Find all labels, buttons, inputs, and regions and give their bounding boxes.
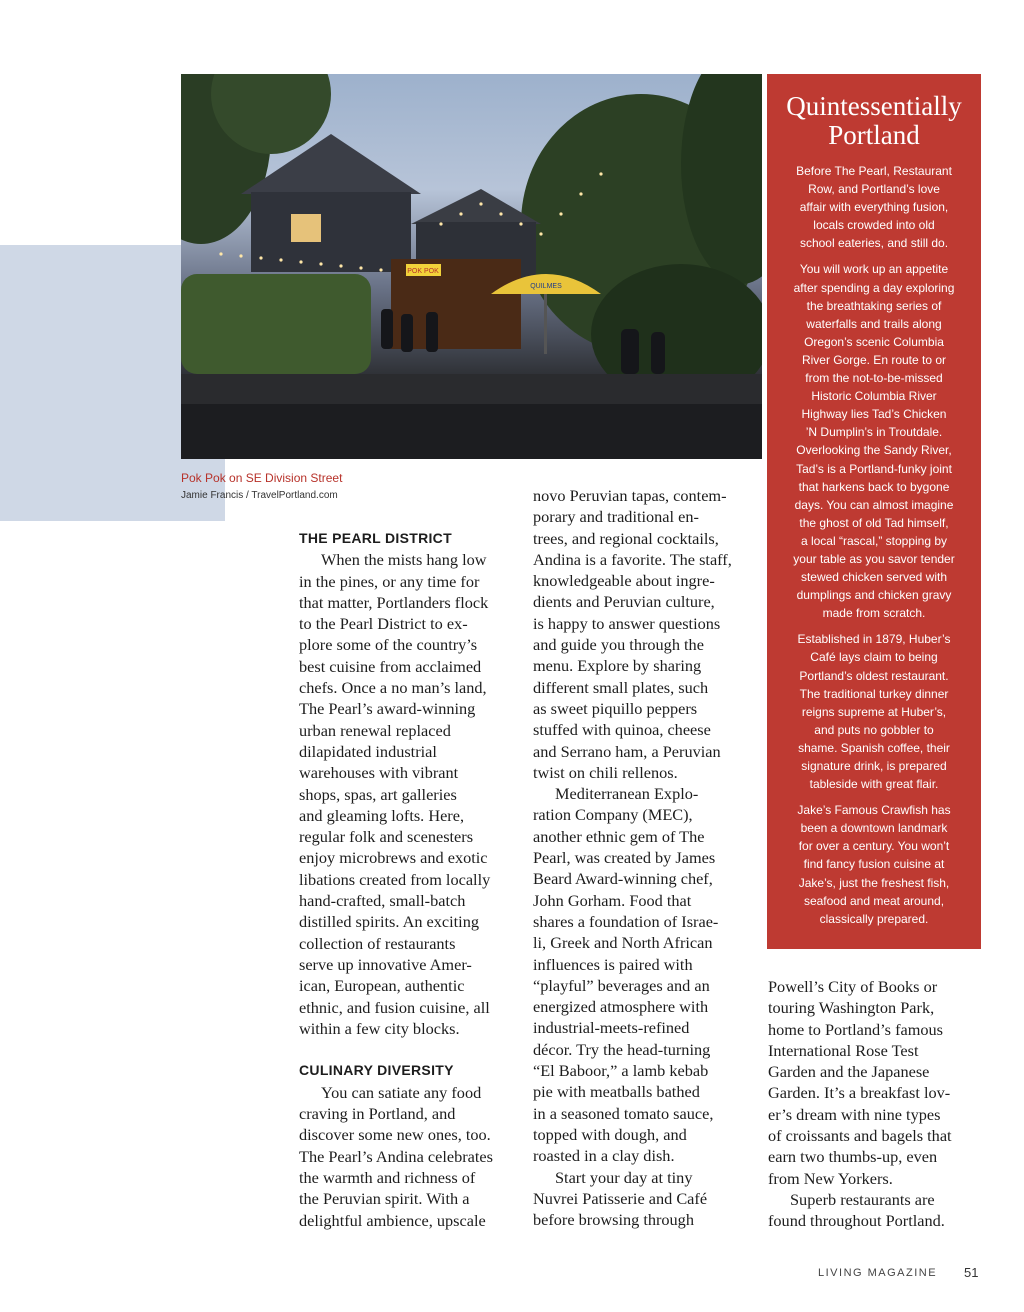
sidebar-text-line: Portland’s oldest restaurant. (799, 668, 949, 683)
article-text-line: dilapidated industrial (299, 741, 437, 761)
sidebar-text-line: made from scratch. (822, 606, 926, 621)
article-text-line: in the pines, or any time for (299, 571, 480, 591)
article-text-line: Pearl, was created by James (533, 848, 716, 868)
sidebar-text-line: reigns supreme at Huber’s, (801, 704, 947, 719)
article-text-line: plore some of the country’s (299, 635, 478, 655)
article-text-line: li, Greek and North African (533, 933, 713, 953)
sidebar-text-line: after spending a day exploring (793, 280, 955, 295)
sidebar-text-line: ’N Dumplin’s in Troutdale. (805, 425, 943, 440)
sidebar-text-line: Historic Columbia River (811, 389, 937, 404)
sidebar-text-line: classically prepared. (819, 911, 929, 926)
sidebar-text-line: Row, and Portland’s love (808, 182, 940, 197)
article-text-line: influences is paired with (533, 954, 693, 974)
sidebar-paragraph (767, 260, 981, 622)
sidebar-text-line: Oregon’s scenic Columbia (804, 334, 944, 349)
article-text-line: menu. Explore by sharing (533, 656, 702, 676)
sidebar-text-line: Highway lies Tad’s Chicken (801, 407, 947, 422)
sidebar-text-line: days. You can almost imagine (794, 497, 954, 512)
article-column-1 (299, 528, 519, 1231)
article-text-line: ethnic, and fusion cuisine, all (299, 997, 490, 1017)
article-text-line: and gleaming lofts. Here, (299, 805, 465, 825)
article-text-line: International Rose Test (768, 1040, 919, 1060)
house-window (291, 214, 321, 242)
sidebar-title-line-1: Quintessentially (786, 91, 962, 121)
article-text-line: and guide you through the (533, 635, 704, 655)
sidebar-text-line: a local “rascal,” stopping by (800, 533, 948, 548)
sidebar-text-line: the breathtaking series of (806, 298, 942, 313)
article-text-line: craving in Portland, and (299, 1104, 456, 1124)
restaurant-photo (181, 74, 762, 459)
article-text-line: different small plates, such (533, 677, 709, 697)
article-text-line: Garden. It’s a breakfast lov- (768, 1083, 951, 1103)
sidebar-text-line: Overlooking the Sandy River, (796, 443, 952, 458)
article-text-line: John Gorham. Food that (533, 890, 692, 910)
article-text-line: You can satiate any food (321, 1082, 482, 1102)
article-text-line: found throughout Portland. (768, 1211, 945, 1231)
sidebar-text-line: You will work up an appetite (799, 262, 949, 277)
article-text-line: er’s dream with nine types (768, 1104, 941, 1124)
article-text-line: before browsing through (533, 1210, 694, 1230)
article-text-line: chefs. Once a no man’s land, (299, 678, 487, 698)
article-text-line: Andina is a favorite. The staff, (533, 549, 732, 569)
sidebar-paragraph (767, 630, 981, 793)
article-text-line: The Pearl’s award-winning (299, 699, 476, 719)
article-text-line: porary and traditional en- (533, 507, 699, 527)
article-text-line: When the mists hang low (321, 550, 487, 570)
article-text-line: energized atmosphere with (533, 997, 709, 1017)
article-text-line: knowledgeable about ingre- (533, 571, 715, 591)
article-text-line: of croissants and bagels that (768, 1126, 952, 1146)
article-text-line: stuffed with quinoa, cheese (533, 720, 711, 740)
sidebar-text-line: that harkens back to bygone (798, 479, 950, 494)
sidebar-text-line: River Gorge. En route to or (801, 352, 947, 367)
umbrella-text: QUILMES (530, 283, 562, 290)
article-text-line: shares a foundation of Israe- (533, 911, 719, 931)
photo-caption: Pok Pok on SE Division Street (181, 471, 343, 485)
article-text-line: in a seasoned tomato sauce, (533, 1103, 714, 1123)
sidebar-box (767, 74, 981, 949)
article-text-line: warehouses with vibrant (299, 763, 459, 783)
article-text-line: The Pearl’s Andina celebrates (299, 1146, 493, 1166)
photo-illustration (181, 74, 762, 459)
sidebar-text-line: and puts no gobbler to (814, 722, 934, 737)
article-text-line: roasted in a clay dish. (533, 1146, 675, 1166)
article-text-line: ican, European, authentic (299, 976, 465, 996)
sidebar-text-line: the ghost of old Tad himself, (799, 515, 949, 530)
sidebar-body (767, 162, 981, 928)
sidebar-text-line: The traditional turkey dinner (799, 686, 949, 701)
sidebar-text-line: dumplings and chicken gravy (796, 588, 952, 603)
article-text-line: delightful ambience, upscale (299, 1210, 486, 1230)
sidebar-text-line: seafood and meat around, (803, 893, 945, 908)
article-text-line: best cuisine from acclaimed (299, 656, 482, 676)
sidebar-paragraph (767, 801, 981, 928)
article-text-line: trees, and regional cocktails, (533, 528, 719, 548)
article-text-line: “playful” beverages and an (533, 975, 710, 995)
article-text-line: discover some new ones, too. (299, 1125, 491, 1145)
article-text-line: dients and Peruvian culture, (533, 592, 715, 612)
street (181, 404, 762, 459)
sidebar-text-line: Jake’s Famous Crawfish has (797, 803, 951, 818)
article-text-line: that matter, Portlanders flock (299, 592, 489, 612)
article-text-line: serve up innovative Amer- (299, 954, 472, 974)
sidebar-text-line: your table as you savor tender (793, 551, 955, 566)
hedge (181, 274, 371, 374)
sidebar-text-line: stewed chicken served with (800, 570, 948, 585)
annex-roof (411, 189, 541, 224)
article-text-line: from New Yorkers. (768, 1168, 893, 1188)
article-text-line: Garden and the Japanese (768, 1062, 930, 1082)
article-text-line: Nuvrei Patisserie and Café (533, 1188, 708, 1208)
article-text-line: “El Baboor,” a lamb kebab (533, 1061, 709, 1081)
article-text-line: within a few city blocks. (299, 1018, 460, 1038)
sidebar-text-line: tableside with great flair. (809, 777, 939, 792)
article-text-line: ration Company (MEC), (533, 805, 693, 825)
article-text-line: shops, spas, art galleries (299, 784, 457, 804)
sidebar-text-line: waterfalls and trails along (806, 316, 942, 331)
sidebar-text-line: locals crowded into old (813, 218, 935, 233)
sign-text: POK POK (407, 268, 439, 275)
sidebar-text-line: been a downtown landmark (800, 821, 948, 836)
article-text-line: home to Portland’s famous (768, 1019, 944, 1039)
article-text-line: the warmth and richness of (299, 1167, 476, 1187)
article-text-line: touring Washington Park, (768, 998, 935, 1018)
article-text-line: enjoy microbrews and exotic (299, 848, 488, 868)
article-text-line: pie with meatballs bathed (533, 1082, 700, 1102)
page-number: 51 (964, 1265, 979, 1280)
article-text-line: libations created from locally (299, 869, 491, 889)
section-heading: CULINARY DIVERSITY (299, 1062, 454, 1079)
article-text-line: industrial-meets-refined (533, 1018, 690, 1038)
article-text-line: as sweet piquillo peppers (533, 698, 698, 718)
article-text-line: and Serrano ham, a Peruvian (533, 741, 721, 761)
article-text-line: the Peruvian spirit. With a (299, 1189, 470, 1209)
article-text-line: Superb restaurants are (790, 1189, 935, 1209)
sidebar-text-line: find fancy fusion cuisine at (803, 857, 945, 872)
sidebar-title (767, 92, 981, 150)
article-text-line: urban renewal replaced (299, 720, 451, 740)
photo-credit: Jamie Francis / TravelPortland.com (181, 490, 338, 501)
house-wall (251, 192, 411, 272)
sidebar-text-line: shame. Spanish coffee, their (798, 740, 950, 755)
sidebar-text-line: Tad’s is a Portland-funky joint (796, 461, 952, 476)
article-text-line: to the Pearl District to ex- (299, 614, 468, 634)
sidebar-title-line-2: Portland (828, 120, 920, 150)
article-text-line: Mediterranean Explo- (555, 784, 699, 804)
article-text-line: novo Peruvian tapas, contem- (533, 486, 727, 505)
article-text-line: another ethnic gem of The (533, 826, 705, 846)
magazine-name: LIVING MAGAZINE (818, 1267, 938, 1279)
article-text-line: collection of restaurants (299, 933, 456, 953)
section-heading: THE PEARL DISTRICT (299, 530, 452, 546)
article-text-line: regular folk and scenesters (299, 827, 474, 847)
article-column-2 (533, 485, 753, 1230)
article-text-line: décor. Try the head-turning (533, 1039, 711, 1059)
article-text-line: topped with dough, and (533, 1124, 687, 1144)
article-text-line: Start your day at tiny (555, 1167, 693, 1187)
sidebar-text-line: Established in 1879, Huber’s (797, 632, 951, 647)
article-text-line (299, 1039, 519, 1060)
article-text-line: distilled spirits. An exciting (299, 912, 479, 932)
article-text-line: hand-crafted, small-batch (299, 891, 466, 911)
umbrella-pole (544, 294, 547, 354)
article-text-line: earn two thumbs-up, even (768, 1147, 938, 1167)
sidebar-text-line: from the not-to-be-missed (805, 371, 943, 386)
sidebar-text-line: Before The Pearl, Restaurant (796, 164, 952, 178)
sidebar-text-line: affair with everything fusion, (799, 200, 949, 215)
sidebar-text-line: signature drink, is prepared (801, 759, 947, 773)
sidebar-text-line: Jake’s, just the freshest fish, (798, 875, 950, 890)
sidebar-text-line: for over a century. You won’t (798, 839, 950, 854)
article-text-line: is happy to answer questions (533, 613, 721, 633)
sidebar-paragraph (767, 162, 981, 252)
article-column-3 (768, 976, 988, 1232)
article-text-line: twist on chili rellenos. (533, 762, 678, 782)
article-text-line: Beard Award-winning chef, (533, 869, 713, 889)
sidebar-text-line: Café lays claim to being (810, 650, 938, 665)
article-text-line: Powell’s City of Books or (768, 977, 938, 996)
sidebar-text-line: school eateries, and still do. (799, 236, 949, 251)
